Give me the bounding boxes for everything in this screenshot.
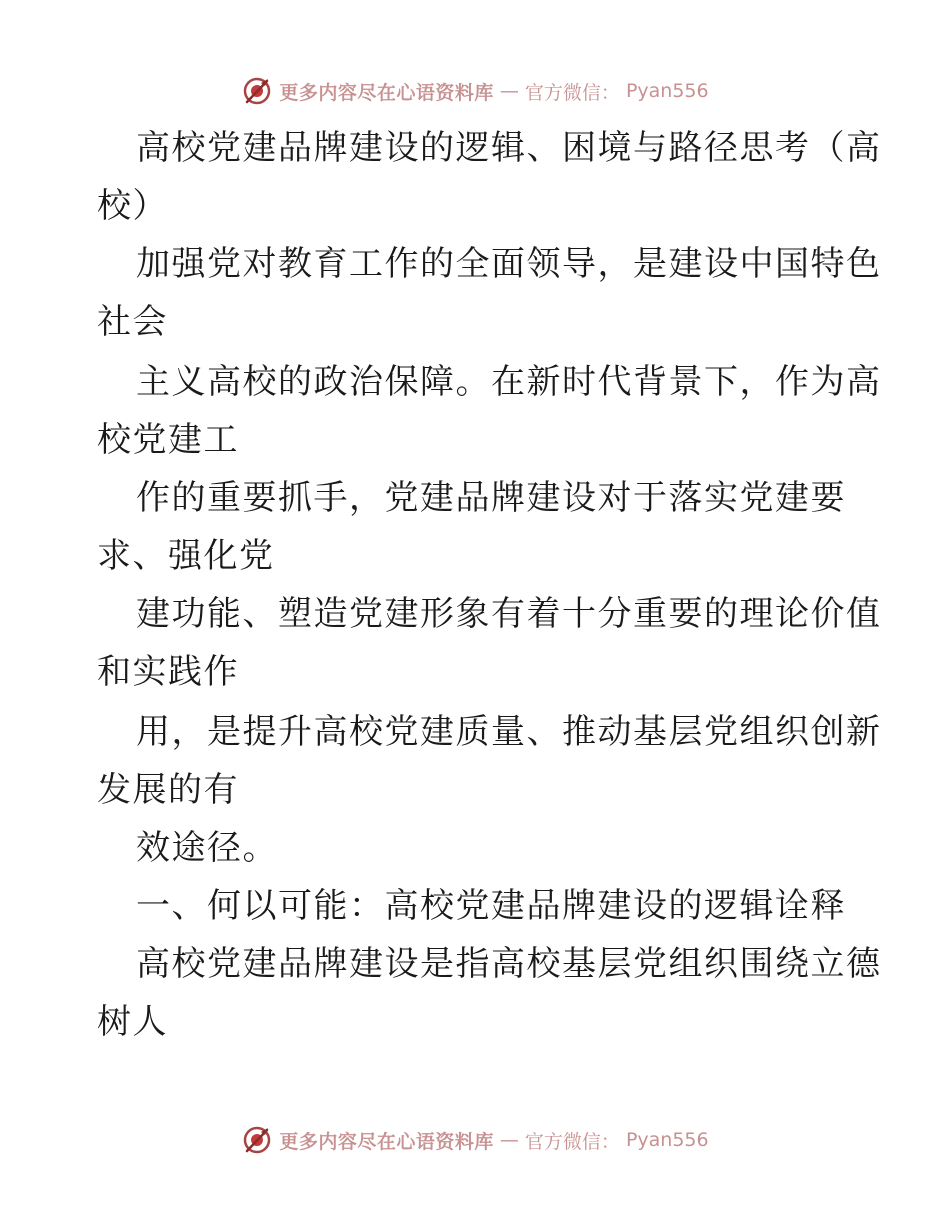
paragraph-line: 效途径。 (136, 828, 278, 868)
banner-dash: — (499, 1129, 519, 1151)
paragraph-line: 校党建工 (97, 420, 239, 460)
banner-wechat-label: 官方微信： (524, 81, 620, 104)
banner-wechat-id: Pyan556 (625, 80, 709, 102)
banner-wechat-label: 官方微信： (524, 1130, 620, 1153)
paragraph-line: 主义高校的政治保障。在新时代背景下，作为高 (136, 362, 882, 402)
banner-slogan: 更多内容尽在心语资料库 (279, 81, 494, 104)
banner-wechat-id: Pyan556 (625, 1129, 709, 1151)
doc-title-line-1: 高校党建品牌建设的逻辑、困境与路径思考（高 (136, 128, 882, 168)
paragraph-line: 作的重要抓手，党建品牌建设对于落实党建要 (136, 478, 846, 518)
paragraph-line: 建功能、塑造党建形象有着十分重要的理论价值 (136, 594, 882, 634)
quill-logo-icon (241, 75, 273, 107)
paragraph-line: 树人 (97, 1002, 168, 1042)
paragraph-line: 社会 (97, 302, 168, 342)
doc-title-line-2: 校） (97, 186, 168, 226)
paragraph-line: 加强党对教育工作的全面领导，是建设中国特色 (136, 244, 882, 284)
paragraph-line: 用，是提升高校党建质量、推动基层党组织创新 (136, 712, 882, 752)
paragraph-line: 高校党建品牌建设是指高校基层党组织围绕立德 (136, 944, 882, 984)
banner-slogan: 更多内容尽在心语资料库 (279, 1130, 494, 1153)
paragraph-line: 求、强化党 (97, 536, 275, 576)
paragraph-line: 发展的有 (97, 770, 239, 810)
header-banner (0, 71, 950, 111)
banner-dash: — (499, 80, 519, 102)
footer-banner (0, 1120, 950, 1160)
section-heading: 一、何以可能：高校党建品牌建设的逻辑诠释 (136, 886, 846, 926)
paragraph-line: 和实践作 (97, 652, 239, 692)
quill-logo-icon (241, 1124, 273, 1156)
